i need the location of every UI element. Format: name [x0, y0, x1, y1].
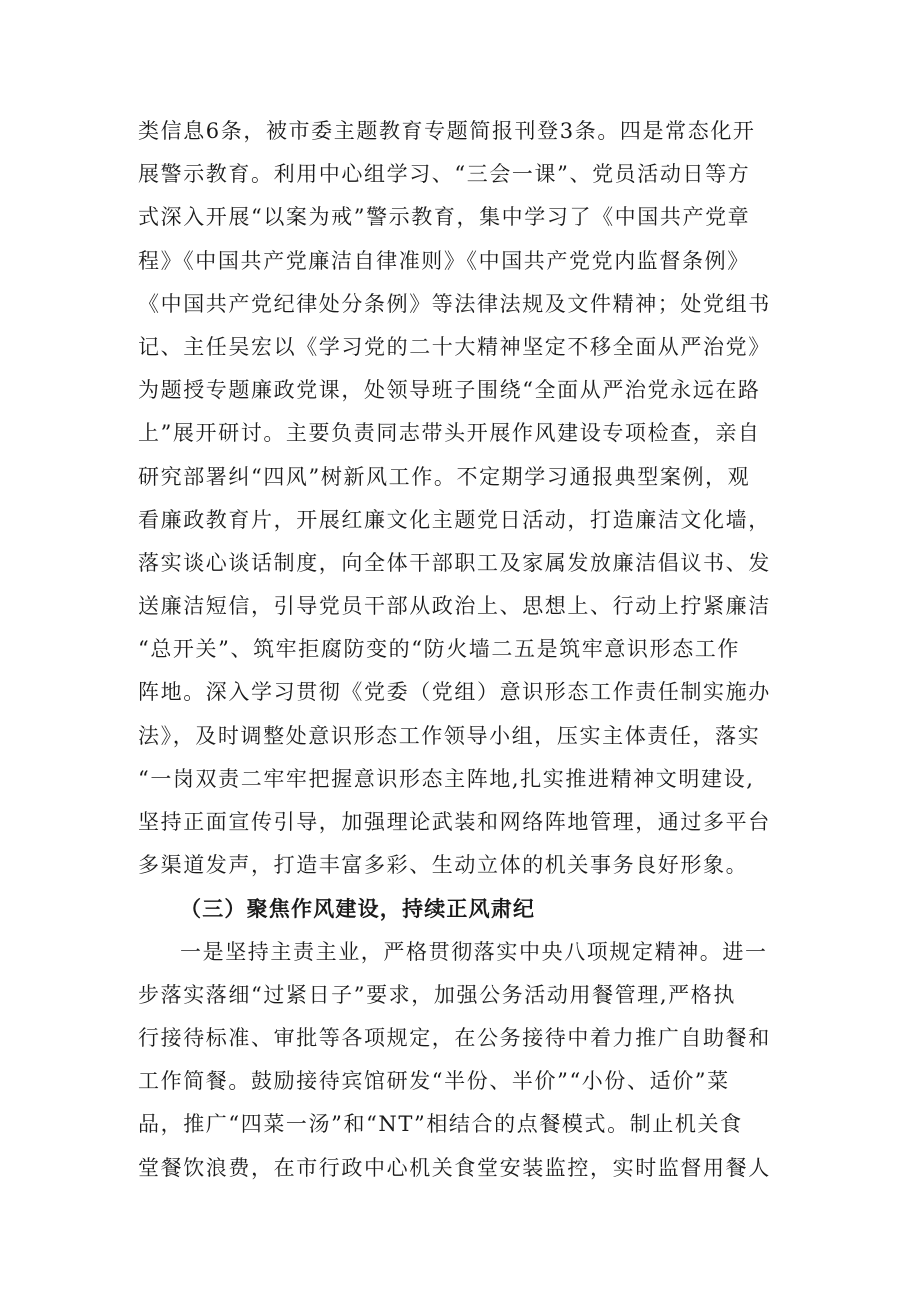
text-line: 程》《中国共产党廉洁自律准则》《中国共产党党内监督条例》: [138, 248, 750, 273]
paragraph-first-line: 一是坚持主责主业，严格贯彻落实中央八项规定精神。进一: [180, 939, 768, 964]
text-line: 看廉政教育片，开展红廉文化主题党日活动，打造廉洁文化墙，: [138, 507, 771, 532]
text-line: 落实谈心谈话制度，向全体干部职工及家属发放廉洁倡议书、发: [138, 550, 771, 575]
text-line: 法》，及时调整处意识形态工作领导小组，压实主体责任，落实: [138, 723, 761, 748]
text-line: 式深入开展“以案为戒”警示教育，集中学习了《中国共产党章: [138, 205, 751, 230]
text-line: 展警示教育。利用中心组学习、“三会一课”、党员活动日等方: [138, 162, 751, 187]
text-line: 工作简餐。鼓励接待宾馆研发“半份、半价”“小份、适价”菜: [138, 1069, 730, 1094]
text-line: 堂餐饮浪费，在市行政中心机关食堂安装监控，实时监督用餐人: [138, 1155, 771, 1180]
text-line: 送廉洁短信，引导党员干部从政治上、思想上、行动上拧紧廉洁: [138, 594, 771, 619]
text-line: 品，推广“四菜一汤”和“NT”相结合的点餐模式。制止机关食: [138, 1112, 743, 1137]
text-line: “总开关”、筑牢拒腐防变的“防火墙二五是筑牢意识形态工作: [138, 637, 741, 662]
text-line: 步落实落细“过紧日子”要求，加强公务活动用餐管理,严格执: [138, 982, 736, 1007]
text-line: 记、主任吴宏以《学习党的二十大精神坚定不移全面从严治党》: [138, 334, 771, 359]
section-heading: （三）聚焦作风建设，持续正风肃纪: [180, 896, 536, 922]
text-line: 多渠道发声，打造丰富多彩、生动立体的机关事务良好形象。: [138, 853, 749, 878]
text-line: 坚持正面宣传引导，加强理论武装和网络阵地管理，通过多平台: [138, 810, 771, 834]
text-line: 《中国共产党纪律处分条例》等法律法规及文件精神；处党组书: [138, 291, 771, 316]
text-line: 行接待标准、审批等各项规定，在公务接待中着力推广自助餐和: [138, 1025, 771, 1050]
text-line: 阵地。深入学习贯彻《党委（党组）意识形态工作责任制实施办: [138, 680, 771, 705]
text-line: 类信息6条，被市委主题教育专题简报刊登3条。四是常态化开: [138, 119, 756, 143]
text-line: 为题授专题廉政党课，处领导班子围绕“全面从严治党永远在路: [138, 378, 761, 403]
body-text: [138, 110, 788, 1190]
text-line: 研究部署纠“四风”树新风工作。不定期学习通报典型案例，观: [138, 464, 751, 489]
text-line: 上”展开研讨。主要负责同志带头开展作风建设专项检查，亲自: [138, 421, 761, 446]
text-line: “一岗双责二牢牢把握意识形态主阵地,扎实推进精神文明建设,: [138, 766, 755, 791]
